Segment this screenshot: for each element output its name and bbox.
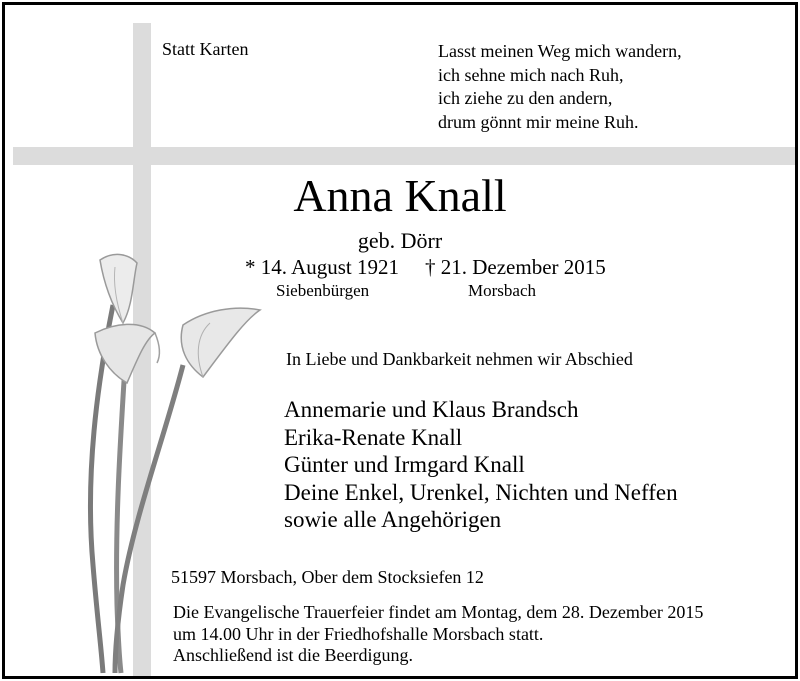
birth-place: Siebenbürgen [276, 281, 370, 300]
mourner-line: Günter und Irmgard Knall [284, 452, 525, 477]
deceased-name: Anna Knall [293, 170, 507, 221]
death-date: † 21. Dezember 2015 [425, 255, 606, 279]
poem-line: Lasst meinen Weg mich wandern, [438, 41, 682, 61]
maiden-name: geb. Dörr [357, 228, 443, 253]
statt-karten-label: Statt Karten [162, 39, 249, 59]
death-place: Morsbach [468, 281, 536, 300]
mourners-list [284, 396, 678, 534]
poem-line: drum gönnt mir meine Ruh. [438, 111, 639, 132]
poem-line: ich sehne mich nach Ruh, [438, 64, 624, 85]
notice-line: Die Evangelische Trauerfeier findet am Montag, dem 28. Dezember 2015 [173, 602, 704, 622]
poem-line: ich ziehe zu den andern, [438, 88, 613, 108]
poem [438, 40, 682, 134]
notice-line: um 14.00 Uhr in der Friedhofshalle Morsbach statt. [173, 623, 544, 644]
farewell-line: In Liebe und Dankbarkeit nehmen wir Abschied [286, 349, 633, 369]
mourner-line: Annemarie und Klaus Brandsch [284, 397, 579, 422]
notice-line: Anschließend ist die Beerdigung. [173, 645, 413, 665]
address: 51597 Morsbach, Ober dem Stocksiefen 12 [171, 567, 484, 587]
funeral-notice [173, 602, 703, 667]
birth-date: * 14. August 1921 [245, 255, 400, 279]
mourner-line: sowie alle Angehörigen [284, 507, 502, 532]
mourner-line: Erika-Renate Knall [284, 424, 463, 450]
mourner-line: Deine Enkel, Urenkel, Nichten und Neffen [284, 479, 678, 505]
obituary-frame [2, 2, 798, 679]
